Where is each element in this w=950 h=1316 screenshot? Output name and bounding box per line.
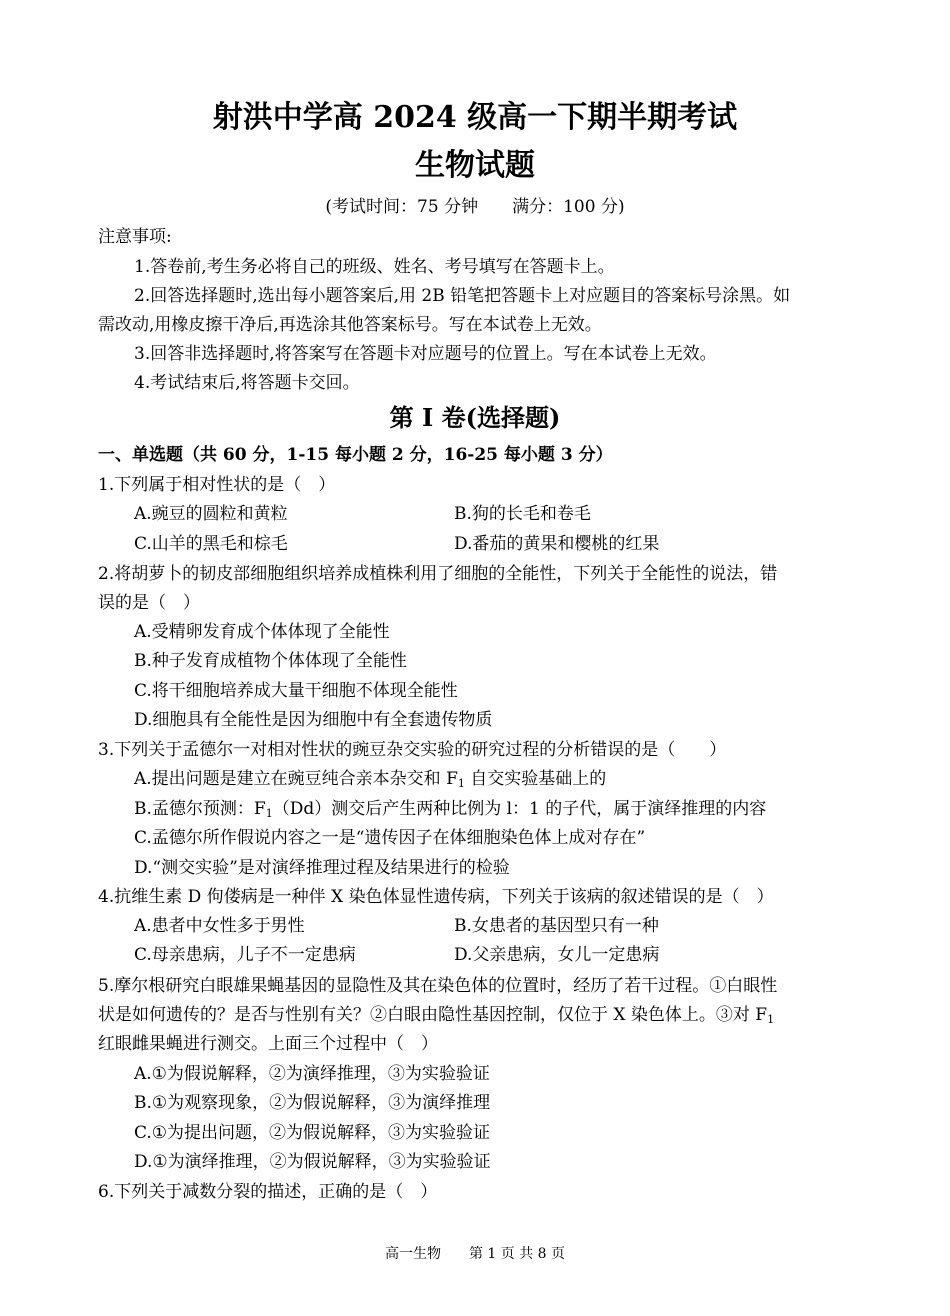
question-stem: 5.摩尔根研究白眼雄果蝇基因的显隐性及其在染色体的位置时，经历了若干过程。①白眼性 — [98, 976, 778, 996]
option-c: C.①为提出问题，②为假说解释，③为实验验证 — [134, 1123, 491, 1143]
option-a: A.提出问题是建立在豌豆纯合亲本杂交和 $F_1$ 自交实验基础上的 — [134, 769, 607, 790]
notice-item: 2.回答选择题时,选出每小题答案后,用 2B 铅笔把答题卡上对应题目的答案标号涂黑。如 — [134, 286, 791, 306]
question-stem: 红眼雌果蝇进行测交。上面三个过程中（ ） — [98, 1034, 438, 1054]
notice-item: 3.回答非选择题时,将答案写在答题卡对应题号的位置上。写在本试卷上无效。 — [134, 344, 717, 364]
part-heading: 一、单选题（共 60 分，1-15 每小题 2 分，16-25 每小题 3 分） — [98, 445, 613, 465]
option-d: D.细胞具有全能性是因为细胞中有全套遗传物质 — [134, 710, 493, 730]
option-a: A.豌豆的圆粒和黄粒 — [134, 504, 288, 524]
question-stem: 状是如何遗传的？是否与性别有关？②白眼由隐性基因控制，仅位于 X 染色体上。③对 $F_1$ — [98, 1005, 775, 1026]
option-b: B.种子发育成植物个体体现了全能性 — [134, 651, 407, 671]
page-footer: 高一生物 第 1 页 共 8 页 — [384, 1246, 566, 1262]
question-stem: 6.下列关于减数分裂的描述，正确的是（ ） — [98, 1182, 438, 1202]
option-c: C.将干细胞培养成大量干细胞不体现全能性 — [134, 681, 458, 701]
option-b: B.①为观察现象，②为假说解释，③为演绎推理 — [134, 1093, 491, 1113]
option-d: D.番茄的黄果和樱桃的红果 — [454, 534, 660, 554]
notice-heading: 注意事项: — [98, 227, 172, 247]
option-b: B.狗的长毛和卷毛 — [454, 504, 591, 524]
option-a: A.患者中女性多于男性 — [134, 916, 305, 936]
question-stem: 误的是（ ） — [98, 593, 200, 613]
option-a: A.①为假说解释，②为演绎推理，③为实验验证 — [134, 1064, 490, 1084]
question-stem: 3.下列关于孟德尔一对相对性状的豌豆杂交实验的研究过程的分析错误的是（ ） — [98, 740, 727, 760]
option-c: C.孟德尔所作假说内容之一是“遗传因子在体细胞染色体上成对存在” — [134, 828, 646, 848]
section-title: 第 I 卷(选择题) — [389, 403, 561, 432]
option-d: D.①为演绎推理，②为假说解释，③为实验验证 — [134, 1152, 491, 1172]
exam-info: (考试时间：75 分钟 满分：100 分) — [325, 197, 625, 217]
option-b: B.女患者的基因型只有一种 — [454, 916, 659, 936]
question-stem: 2.将胡萝卜的韧皮部细胞组织培养成植株利用了细胞的全能性，下列关于全能性的说法，错 — [98, 564, 778, 584]
notice-item: 1.答卷前,考生务必将自己的班级、姓名、考号填写在答题卡上。 — [134, 257, 615, 277]
option-c: C.母亲患病，儿子不一定患病 — [134, 945, 356, 965]
option-b: B.孟德尔预测：$F_1(Dd)$测交后产生两种比例为 l：1 的子代，属于演绎推理的内容 — [134, 799, 767, 820]
notice-item: 需改动,用橡皮擦干净后,再选涂其他答案标号。写在本试卷上无效。 — [98, 315, 602, 335]
question-stem: 1.下列属于相对性状的是（ ） — [98, 475, 336, 495]
exam-title: 射洪中学高 2024 级高一下期半期考试 — [212, 100, 738, 135]
option-c: C.山羊的黑毛和棕毛 — [134, 534, 288, 554]
notice-item: 4.考试结束后,将答题卡交回。 — [134, 373, 360, 393]
question-stem: 4.抗维生素 D 佝偻病是一种伴 X 染色体显性遗传病，下列关于该病的叙述错误的是（ ） — [98, 887, 774, 907]
option-d: D.“测交实验”是对演绎推理过程及结果进行的检验 — [134, 858, 510, 878]
option-d: D.父亲患病，女儿一定患病 — [454, 945, 660, 965]
option-a: A.受精卵发育成个体体现了全能性 — [134, 622, 390, 642]
subject-title: 生物试题 — [415, 148, 535, 183]
